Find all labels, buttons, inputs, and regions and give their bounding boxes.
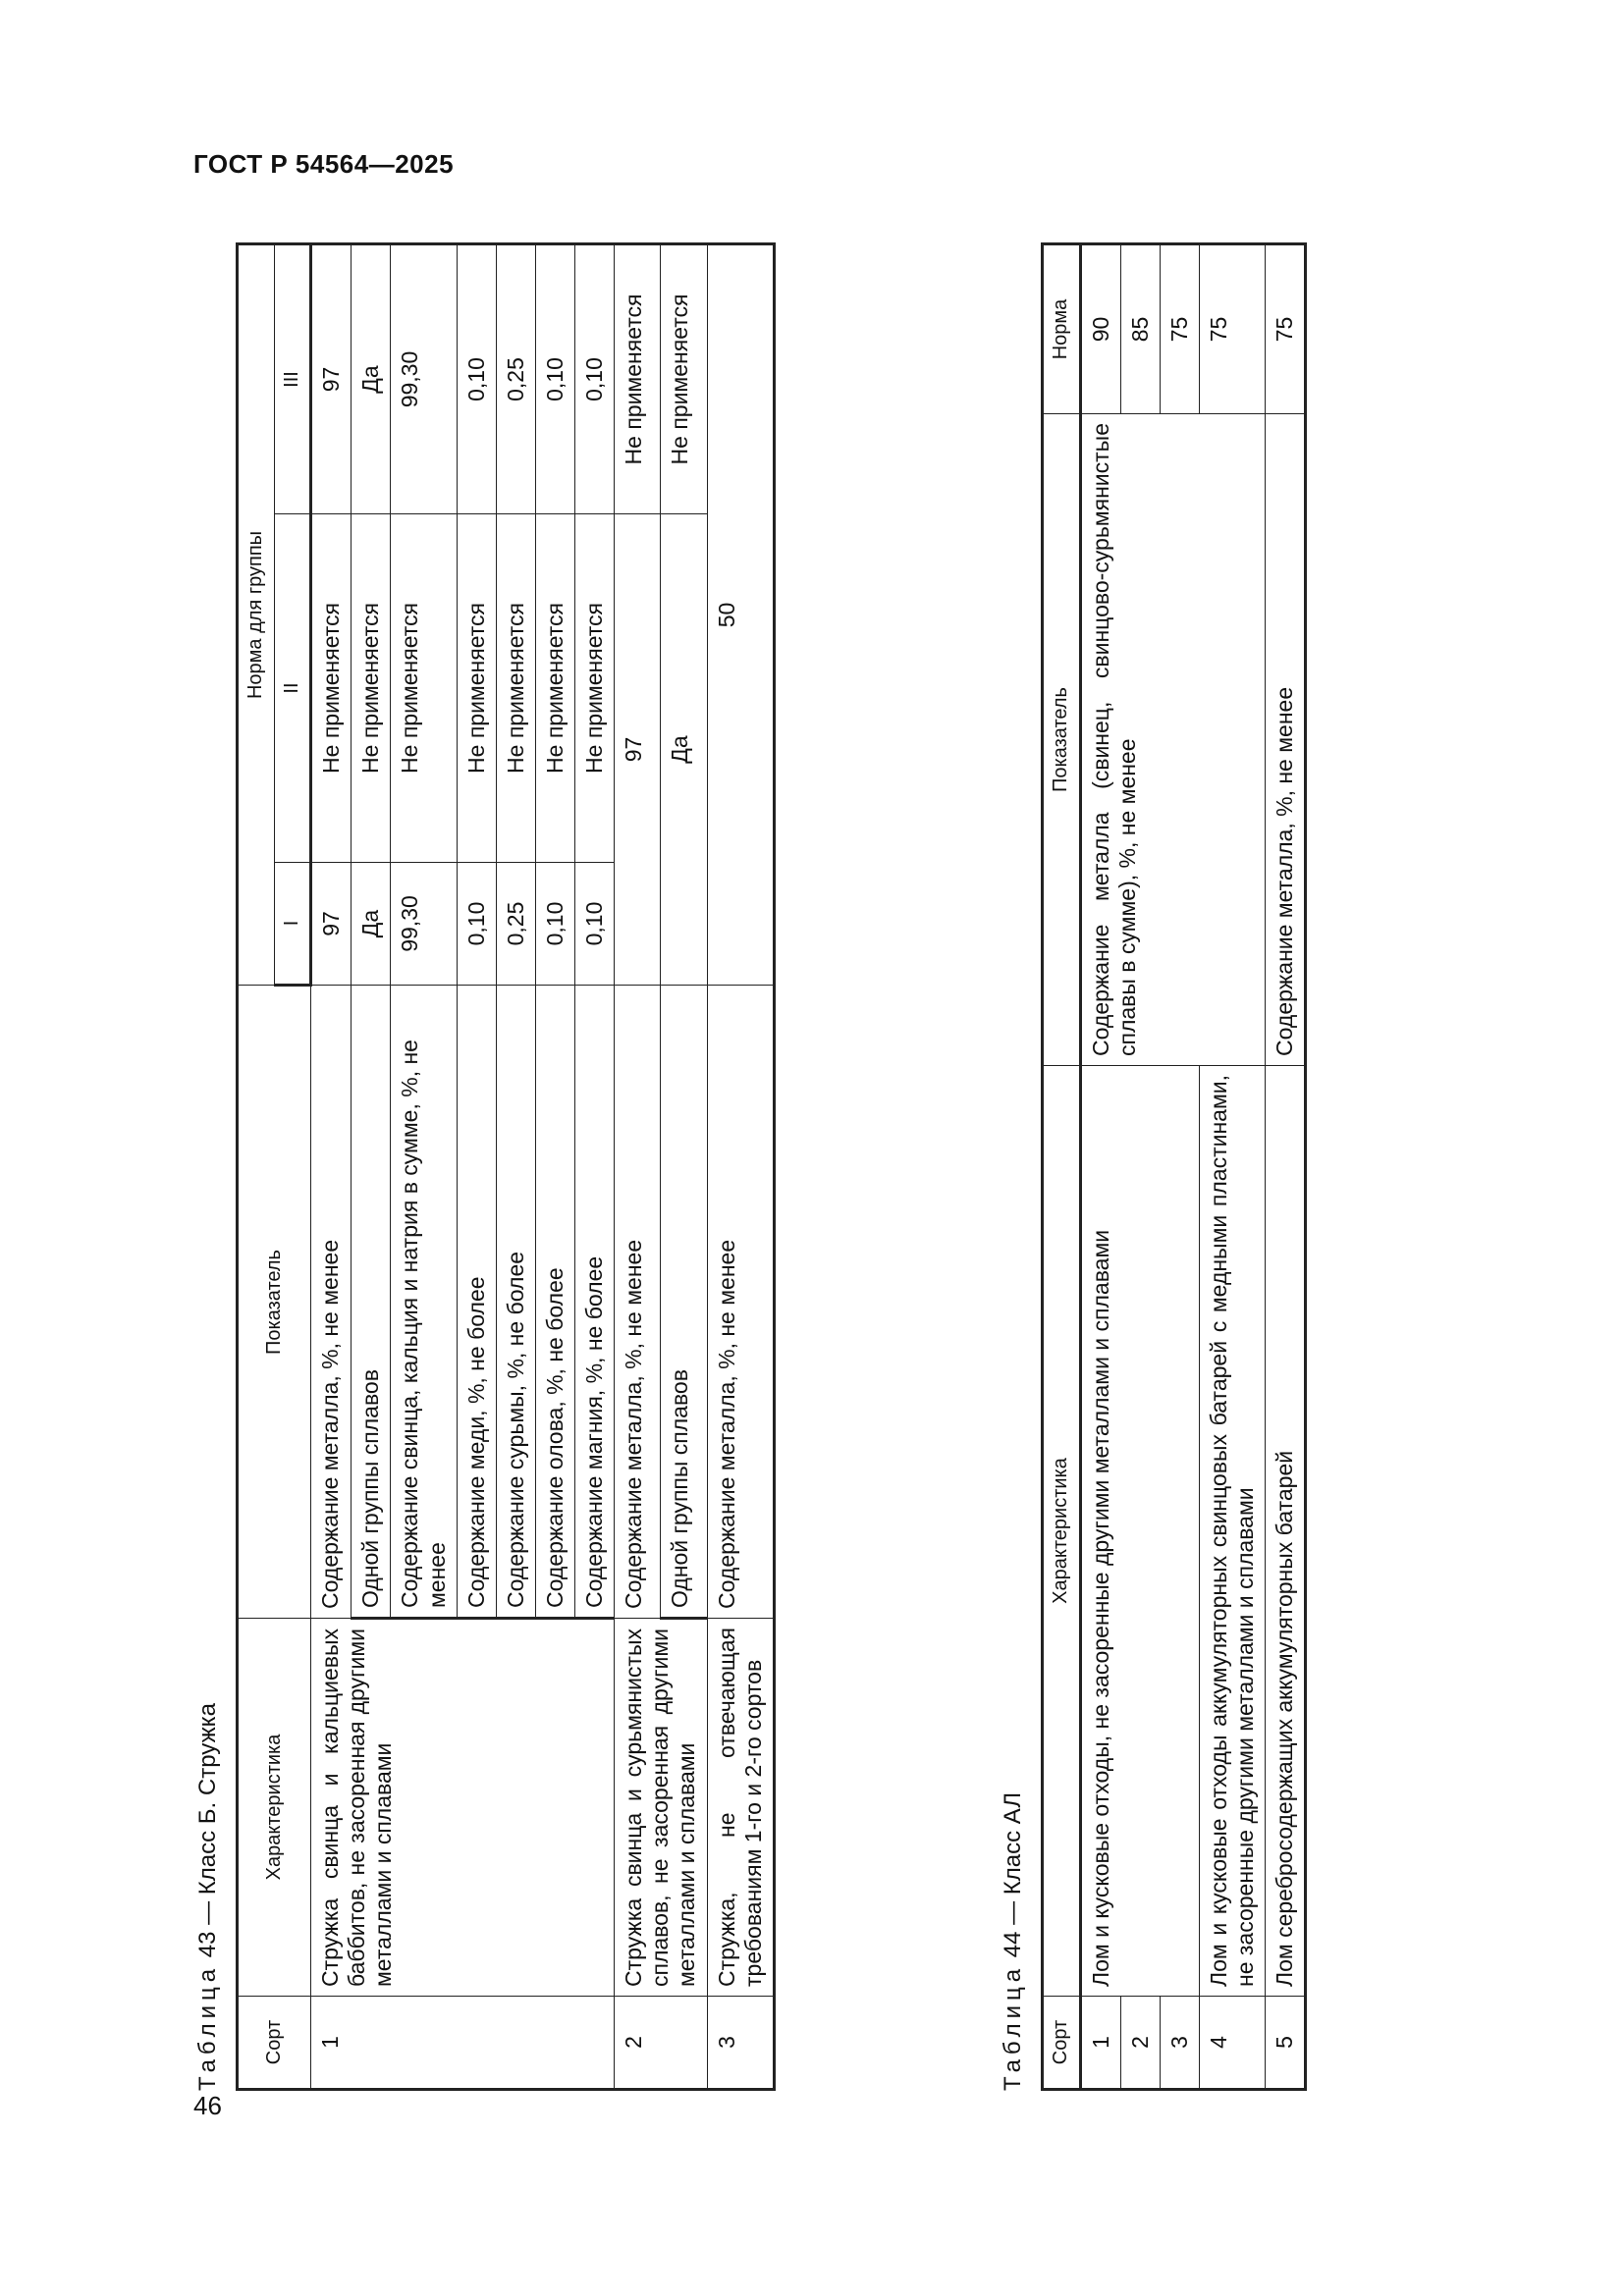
group-1-2-cell: Да: [661, 514, 707, 986]
header-group-3: III: [274, 243, 311, 513]
table-44-caption-text: 44 — Класс АЛ: [1000, 1791, 1026, 1964]
group-2-cell: Не применяется: [535, 514, 574, 863]
indicator-cell: Содержание металла (свинец, свинцово-сурьмянистые сплавы в сумме), %, не менее: [1080, 414, 1266, 1066]
table-row: [311, 243, 352, 2089]
table-row: [1080, 244, 1120, 2090]
group-2-cell: Не применяется: [457, 514, 496, 863]
group-3-cell: Не применяется: [615, 243, 661, 513]
table-row: [707, 243, 774, 2089]
indicator-cell: Содержание металла, %, не менее: [311, 986, 352, 1619]
norm-cell: 75: [1160, 244, 1199, 414]
header-group-1: I: [274, 863, 311, 986]
group-2-cell: Не применяется: [496, 514, 535, 863]
sort-cell: 5: [1266, 1997, 1306, 2090]
sort-cell: 1: [311, 1997, 615, 2090]
header-norm: Норма: [1043, 244, 1081, 414]
table-43-caption-text: 43 — Класс Б. Стружка: [194, 1703, 221, 1964]
indicator-cell: Содержание магния, %, не более: [575, 986, 615, 1619]
indicator-cell: Одной группы сплавов: [661, 986, 707, 1619]
header-indicator: Показатель: [1043, 414, 1081, 1066]
group-1-cell: 0,25: [496, 863, 535, 986]
sort-cell: 3: [1160, 1997, 1199, 2090]
indicator-cell: Содержание сурьмы, %, не более: [496, 986, 535, 1619]
indicator-cell: Содержание меди, %, не более: [457, 986, 496, 1619]
header-indicator: Показатель: [238, 986, 311, 1619]
indicator-cell: Содержание металла, %, не менее: [1266, 414, 1306, 1066]
group-3-cell: 99,30: [391, 243, 457, 513]
characteristic-cell: Лом и кусковые отходы аккумуляторных свинцовых батарей с медными пластинами, не засоренные другими металлами и сплавами: [1199, 1066, 1265, 1997]
group-1-cell: Да: [352, 863, 391, 986]
sort-cell: 4: [1199, 1997, 1265, 2090]
characteristic-cell: Стружка свинца и сурьмянистых сплавов, не засоренная другими металлами и сплавами: [615, 1619, 707, 1997]
indicator-cell: Одной группы сплавов: [352, 986, 391, 1619]
document-header: ГОСТ Р 54564—2025: [193, 149, 455, 179]
group-3-cell: 0,25: [496, 243, 535, 513]
table-44: [1041, 242, 1307, 2091]
group-2-cell: Не применяется: [311, 514, 352, 863]
group-1-2-cell: 97: [615, 514, 661, 986]
group-3-cell: 0,10: [575, 243, 615, 513]
table-44-caption-word: Таблица: [1000, 1963, 1026, 2091]
group-all-cell: 50: [707, 243, 774, 985]
table-row: [615, 243, 661, 2089]
header-sort: Сорт: [1043, 1997, 1081, 2090]
header-characteristic: Характеристика: [1043, 1066, 1081, 1997]
group-3-cell: Да: [352, 243, 391, 513]
sort-cell: 2: [615, 1997, 707, 2090]
group-1-cell: 0,10: [535, 863, 574, 986]
group-3-cell: 0,10: [535, 243, 574, 513]
sort-cell: 2: [1120, 1997, 1160, 2090]
indicator-cell: Содержание олова, %, не более: [535, 986, 574, 1619]
indicator-cell: Содержание свинца, кальция и натрия в сумме, %, не менее: [391, 986, 457, 1619]
sort-cell: 1: [1080, 1997, 1120, 2090]
group-1-cell: 97: [311, 863, 352, 986]
rotated-content: [187, 226, 1365, 2091]
indicator-cell: Содержание металла, %, не менее: [615, 986, 661, 1619]
header-norm-group: Норма для группы: [238, 243, 275, 985]
header-characteristic: Характеристика: [238, 1619, 311, 1997]
table-43: [236, 242, 776, 2091]
norm-cell: 75: [1199, 244, 1265, 414]
characteristic-cell: Стружка свинца и кальциевых баббитов, не засоренная другими металлами и сплавами: [311, 1619, 615, 1997]
group-2-cell: Не применяется: [352, 514, 391, 863]
sort-cell: 3: [707, 1997, 774, 2090]
table-row: [1266, 244, 1306, 2090]
characteristic-cell: Стружка, не отвечающая требованиям 1-го и 2-го сортов: [707, 1619, 774, 1997]
group-2-cell: Не применяется: [391, 514, 457, 863]
norm-cell: 85: [1120, 244, 1160, 414]
group-2-cell: Не применяется: [575, 514, 615, 863]
table-44-caption: [1000, 1792, 1027, 2091]
group-1-cell: 99,30: [391, 863, 457, 986]
indicator-cell: Содержание металла, %, не менее: [707, 986, 774, 1619]
norm-cell: 75: [1266, 244, 1306, 414]
group-1-cell: 0,10: [575, 863, 615, 986]
group-1-cell: 0,10: [457, 863, 496, 986]
table-43-caption-word: Таблица: [194, 1963, 221, 2091]
characteristic-cell: Лом и кусковые отходы, не засоренные другими металлами и сплавами: [1080, 1066, 1199, 1997]
norm-cell: 90: [1080, 244, 1120, 414]
header-group-2: II: [274, 514, 311, 863]
group-3-cell: 0,10: [457, 243, 496, 513]
header-sort: Сорт: [238, 1997, 311, 2090]
group-3-cell: Не применяется: [661, 243, 707, 513]
group-3-cell: 97: [311, 243, 352, 513]
characteristic-cell: Лом серебросодержащих аккумуляторных батарей: [1266, 1066, 1306, 1997]
table-43-caption: [194, 1703, 222, 2091]
page-number: 46: [193, 2091, 222, 2120]
